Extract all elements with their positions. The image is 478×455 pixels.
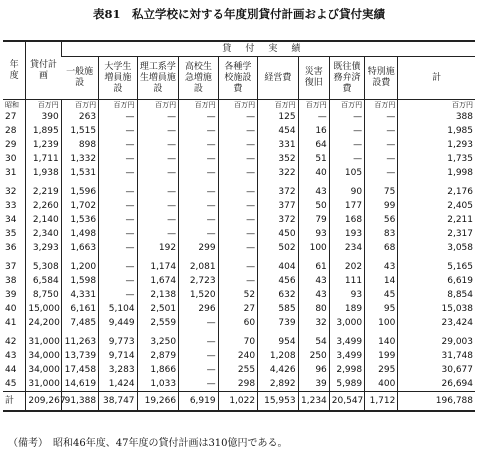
value-cell: 372 — [258, 185, 299, 199]
value-cell: 1,332 — [61, 152, 98, 166]
table-row — [3, 316, 475, 330]
value-cell: 17,458 — [61, 363, 98, 377]
value-cell: 1,735 — [398, 152, 475, 166]
value-cell: 26,694 — [398, 377, 475, 392]
value-cell: 2,559 — [137, 316, 179, 330]
unit-label: 百万円 — [99, 100, 137, 111]
value-cell: — — [99, 110, 137, 124]
loan-table — [3, 40, 475, 412]
value-cell: 3,000 — [329, 316, 364, 330]
value-cell: 95 — [365, 302, 398, 316]
value-cell: 2,998 — [329, 363, 364, 377]
table-row — [3, 241, 475, 255]
value-cell: 51 — [298, 152, 329, 166]
value-cell: — — [218, 166, 257, 180]
value-cell: 322 — [258, 166, 299, 180]
value-cell: 192 — [137, 241, 179, 255]
column-header: 既往債務弁済費 — [329, 57, 364, 100]
value-cell: 189 — [329, 302, 364, 316]
value-cell: 11,263 — [61, 335, 98, 349]
plan-cell: 6,584 — [26, 274, 61, 288]
year-cell: 43 — [5, 351, 17, 361]
plan-cell: 2,340 — [26, 227, 61, 241]
value-cell: 454 — [258, 124, 299, 138]
value-cell: — — [99, 199, 137, 213]
value-cell: 64 — [298, 138, 329, 152]
value-cell: — — [329, 138, 364, 152]
year-cell: 31 — [5, 168, 17, 178]
value-cell: — — [298, 110, 329, 124]
value-cell: — — [329, 124, 364, 138]
value-cell: 1,022 — [218, 392, 257, 412]
unit-label: 百万円 — [298, 100, 329, 111]
value-cell: — — [137, 124, 179, 138]
value-cell: 168 — [329, 213, 364, 227]
value-cell: 456 — [258, 274, 299, 288]
year-cell: 27 — [5, 112, 17, 122]
value-cell: 1,712 — [365, 392, 398, 412]
value-cell: 61 — [298, 260, 329, 274]
table-row — [3, 227, 475, 241]
value-cell: 1,702 — [61, 199, 98, 213]
table-row — [3, 363, 475, 377]
table-row — [3, 260, 475, 274]
value-cell: — — [179, 124, 218, 138]
value-cell: 90 — [329, 185, 364, 199]
value-cell: 263 — [61, 110, 98, 124]
value-cell: — — [137, 227, 179, 241]
value-cell: 898 — [61, 138, 98, 152]
value-cell: 404 — [258, 260, 299, 274]
actual-group-header: 貸付実績 — [61, 41, 475, 57]
value-cell: 1,498 — [61, 227, 98, 241]
value-cell: 199 — [365, 349, 398, 363]
value-cell: — — [137, 185, 179, 199]
table-row — [3, 166, 475, 180]
value-cell: — — [179, 152, 218, 166]
value-cell: 39 — [298, 377, 329, 392]
value-cell: — — [365, 124, 398, 138]
value-cell: — — [218, 152, 257, 166]
unit-label: 百万円 — [218, 100, 257, 111]
value-cell: — — [179, 166, 218, 180]
value-cell: — — [218, 138, 257, 152]
plan-cell: 5,308 — [26, 260, 61, 274]
value-cell: — — [99, 185, 137, 199]
value-cell: 1,674 — [137, 274, 179, 288]
value-cell: 5,165 — [398, 260, 475, 274]
unit-label: 百万円 — [26, 100, 61, 111]
value-cell: — — [137, 213, 179, 227]
value-cell: 450 — [258, 227, 299, 241]
table-row — [3, 302, 475, 316]
unit-label: 百万円 — [329, 100, 364, 111]
year-cell: 41 — [5, 318, 17, 328]
table-body — [3, 100, 475, 412]
value-cell: — — [218, 227, 257, 241]
page-title: 表81 私立学校に対する年度別貸付計画および貸付実績 — [92, 7, 385, 21]
value-cell: — — [99, 138, 137, 152]
value-cell: 43 — [298, 288, 329, 302]
value-cell: 331 — [258, 138, 299, 152]
value-cell: 9,714 — [99, 349, 137, 363]
total-row — [3, 392, 475, 412]
value-cell: 3,250 — [137, 335, 179, 349]
year-cell: 44 — [5, 365, 17, 375]
table-header — [3, 41, 475, 100]
value-cell: — — [137, 152, 179, 166]
value-cell: 9,449 — [99, 316, 137, 330]
value-cell: 52 — [218, 288, 257, 302]
year-cell: 28 — [5, 126, 17, 136]
value-cell: 16 — [298, 124, 329, 138]
value-cell: 100 — [365, 316, 398, 330]
unit-label: 百万円 — [137, 100, 179, 111]
year-cell: 36 — [5, 243, 17, 253]
value-cell: — — [365, 138, 398, 152]
plan-cell: 31,000 — [26, 335, 61, 349]
year-cell: 30 — [5, 154, 17, 164]
value-cell: 2,879 — [137, 349, 179, 363]
column-header: 経営費 — [258, 57, 299, 100]
value-cell: 111 — [329, 274, 364, 288]
column-header: 高校生急増施設 — [179, 57, 218, 100]
value-cell: 93 — [298, 227, 329, 241]
value-cell: 250 — [298, 349, 329, 363]
value-cell: 125 — [258, 110, 299, 124]
value-cell: — — [179, 227, 218, 241]
value-cell: — — [179, 110, 218, 124]
year-cell: 45 — [5, 379, 17, 389]
value-cell: — — [99, 166, 137, 180]
value-cell: — — [218, 124, 257, 138]
value-cell: 388 — [398, 110, 475, 124]
value-cell: 295 — [365, 363, 398, 377]
table-row — [3, 152, 475, 166]
value-cell: 1,536 — [61, 213, 98, 227]
value-cell: 93 — [329, 288, 364, 302]
value-cell: 6,619 — [398, 274, 475, 288]
value-cell: 2,892 — [258, 377, 299, 392]
value-cell: 70 — [218, 335, 257, 349]
value-cell: 240 — [218, 349, 257, 363]
column-header: 各種学校施設費 — [218, 57, 257, 100]
value-cell: 31,748 — [398, 349, 475, 363]
value-cell: 296 — [179, 302, 218, 316]
value-cell: 56 — [365, 213, 398, 227]
year-cell: 40 — [5, 304, 17, 314]
table-row — [3, 110, 475, 124]
value-cell: — — [218, 213, 257, 227]
value-cell: 299 — [179, 241, 218, 255]
value-cell: 45 — [365, 288, 398, 302]
value-cell: — — [99, 152, 137, 166]
table-row — [3, 199, 475, 213]
value-cell: — — [99, 227, 137, 241]
value-cell: 1,234 — [298, 392, 329, 412]
value-cell: 43 — [298, 185, 329, 199]
plan-cell: 34,000 — [26, 363, 61, 377]
value-cell: — — [218, 260, 257, 274]
value-cell: 140 — [365, 335, 398, 349]
value-cell: 234 — [329, 241, 364, 255]
value-cell: 400 — [365, 377, 398, 392]
value-cell: — — [329, 152, 364, 166]
column-header: 理工系学生増員施設 — [137, 57, 179, 100]
value-cell: 80 — [298, 302, 329, 316]
plan-cell: 2,140 — [26, 213, 61, 227]
year-cell: 33 — [5, 201, 17, 211]
unit-label: 百万円 — [179, 100, 218, 111]
value-cell: 4,426 — [258, 363, 299, 377]
table-row — [3, 213, 475, 227]
footnote: （備考） 昭和46年度、47年度の貸付計画は310億円である。 — [8, 438, 288, 449]
year-cell: 38 — [5, 276, 17, 286]
value-cell: 68 — [365, 241, 398, 255]
value-cell: — — [218, 110, 257, 124]
value-cell: 372 — [258, 213, 299, 227]
unit-label: 百万円 — [258, 100, 299, 111]
value-cell: 502 — [258, 241, 299, 255]
value-cell: 3,499 — [329, 335, 364, 349]
value-cell: 32 — [298, 316, 329, 330]
plan-cell: 2,260 — [26, 199, 61, 213]
value-cell: 43 — [298, 274, 329, 288]
value-cell: 2,405 — [398, 199, 475, 213]
value-cell: — — [137, 138, 179, 152]
value-cell: 3,283 — [99, 363, 137, 377]
value-cell: 1,998 — [398, 166, 475, 180]
unit-label: 百万円 — [398, 100, 475, 111]
value-cell: 202 — [329, 260, 364, 274]
value-cell: 79 — [298, 213, 329, 227]
value-cell: 1,033 — [137, 377, 179, 392]
value-cell: — — [179, 199, 218, 213]
plan-cell: 1,711 — [26, 152, 61, 166]
unit-row — [3, 100, 475, 111]
value-cell: 954 — [258, 335, 299, 349]
year-cell: 34 — [5, 215, 17, 225]
unit-label: 百万円 — [61, 100, 98, 111]
value-cell: 1,598 — [61, 274, 98, 288]
loan-table-container — [3, 40, 475, 422]
year-cell: 32 — [5, 187, 17, 197]
value-cell: — — [329, 110, 364, 124]
value-cell: 2,211 — [398, 213, 475, 227]
value-cell: 298 — [218, 377, 257, 392]
value-cell: — — [179, 349, 218, 363]
value-cell: 1,293 — [398, 138, 475, 152]
value-cell: 585 — [258, 302, 299, 316]
value-cell: 193 — [329, 227, 364, 241]
value-cell: 1,985 — [398, 124, 475, 138]
value-cell: — — [179, 363, 218, 377]
value-cell: — — [179, 377, 218, 392]
plan-cell: 1,895 — [26, 124, 61, 138]
value-cell: 99 — [365, 199, 398, 213]
unit-label: 百万円 — [365, 100, 398, 111]
plan-header: 貸付計画 — [26, 41, 61, 100]
value-cell: 8,854 — [398, 288, 475, 302]
value-cell: 2,176 — [398, 185, 475, 199]
plan-cell: 3,293 — [26, 241, 61, 255]
value-cell: — — [365, 152, 398, 166]
value-cell: 20,547 — [329, 392, 364, 412]
value-cell: 1,663 — [61, 241, 98, 255]
plan-cell: 2,219 — [26, 185, 61, 199]
plan-cell: 1,239 — [26, 138, 61, 152]
value-cell: 1,515 — [61, 124, 98, 138]
table-row — [3, 349, 475, 363]
year-cell: 42 — [5, 337, 17, 347]
column-header: 大学生増員施設 — [99, 57, 137, 100]
value-cell: — — [179, 213, 218, 227]
plan-cell: 390 — [26, 110, 61, 124]
column-header: 一般施設 — [61, 57, 98, 100]
value-cell: 5,989 — [329, 377, 364, 392]
value-cell: 40 — [298, 166, 329, 180]
value-cell: 60 — [218, 316, 257, 330]
value-cell: 2,501 — [137, 302, 179, 316]
column-header: 災害復旧 — [298, 57, 329, 100]
plan-cell: 15,000 — [26, 302, 61, 316]
value-cell: — — [179, 316, 218, 330]
value-cell: — — [137, 110, 179, 124]
value-cell: 30,677 — [398, 363, 475, 377]
value-cell: — — [218, 274, 257, 288]
value-cell: 7,485 — [61, 316, 98, 330]
value-cell: 38,747 — [99, 392, 137, 412]
value-cell: — — [99, 274, 137, 288]
value-cell: 15,953 — [258, 392, 299, 412]
value-cell: 632 — [258, 288, 299, 302]
value-cell: 2,723 — [179, 274, 218, 288]
value-cell: 14 — [365, 274, 398, 288]
total-label: 計 — [3, 392, 26, 412]
value-cell: 6,161 — [61, 302, 98, 316]
value-cell: 196,788 — [398, 392, 475, 412]
era-label: 昭和 — [5, 101, 19, 109]
value-cell: 1,174 — [137, 260, 179, 274]
value-cell: 177 — [329, 199, 364, 213]
value-cell: 1,424 — [99, 377, 137, 392]
value-cell: 1,531 — [61, 166, 98, 180]
value-cell: — — [218, 185, 257, 199]
value-cell: 739 — [258, 316, 299, 330]
value-cell: — — [365, 166, 398, 180]
value-cell: — — [218, 241, 257, 255]
value-cell: — — [218, 199, 257, 213]
value-cell: 105 — [329, 166, 364, 180]
column-header: 計 — [398, 57, 475, 100]
plan-cell: 209,267 — [26, 392, 61, 412]
value-cell: 50 — [298, 199, 329, 213]
table-row — [3, 138, 475, 152]
value-cell: 100 — [298, 241, 329, 255]
year-cell: 29 — [5, 140, 17, 150]
table-row — [3, 288, 475, 302]
table-row — [3, 335, 475, 349]
value-cell: — — [99, 241, 137, 255]
value-cell: 43 — [365, 260, 398, 274]
value-cell: 96 — [298, 363, 329, 377]
plan-cell: 31,000 — [26, 377, 61, 392]
value-cell: 1,208 — [258, 349, 299, 363]
table-row — [3, 274, 475, 288]
value-cell: 2,081 — [179, 260, 218, 274]
value-cell: 91,388 — [61, 392, 98, 412]
value-cell: 14,619 — [61, 377, 98, 392]
column-header: 特別施設費 — [365, 57, 398, 100]
value-cell: 9,773 — [99, 335, 137, 349]
year-cell: 35 — [5, 229, 17, 239]
plan-cell: 1,938 — [26, 166, 61, 180]
value-cell: — — [137, 166, 179, 180]
value-cell: 83 — [365, 227, 398, 241]
value-cell: — — [365, 110, 398, 124]
value-cell: — — [179, 335, 218, 349]
value-cell: 3,058 — [398, 241, 475, 255]
plan-cell: 8,750 — [26, 288, 61, 302]
value-cell: 352 — [258, 152, 299, 166]
value-cell: 27 — [218, 302, 257, 316]
value-cell: — — [99, 124, 137, 138]
value-cell: — — [137, 199, 179, 213]
year-header: 年 度 — [3, 41, 26, 100]
year-cell: 39 — [5, 290, 17, 300]
value-cell: — — [99, 260, 137, 274]
value-cell: 3,499 — [329, 349, 364, 363]
value-cell: 2,138 — [137, 288, 179, 302]
value-cell: 13,739 — [61, 349, 98, 363]
value-cell: 4,331 — [61, 288, 98, 302]
value-cell: 377 — [258, 199, 299, 213]
value-cell: 1,866 — [137, 363, 179, 377]
value-cell: 1,596 — [61, 185, 98, 199]
value-cell: — — [99, 288, 137, 302]
value-cell: 1,520 — [179, 288, 218, 302]
table-row — [3, 124, 475, 138]
value-cell: 54 — [298, 335, 329, 349]
plan-cell: 34,000 — [26, 349, 61, 363]
table-row — [3, 377, 475, 392]
value-cell: 23,424 — [398, 316, 475, 330]
value-cell: — — [179, 185, 218, 199]
value-cell: 19,266 — [137, 392, 179, 412]
value-cell: 2,317 — [398, 227, 475, 241]
table-row — [3, 185, 475, 199]
value-cell: 6,919 — [179, 392, 218, 412]
value-cell: 29,003 — [398, 335, 475, 349]
plan-cell: 24,200 — [26, 316, 61, 330]
year-cell: 37 — [5, 262, 17, 272]
value-cell: — — [99, 213, 137, 227]
value-cell: 75 — [365, 185, 398, 199]
value-cell: 1,200 — [61, 260, 98, 274]
value-cell: — — [179, 138, 218, 152]
value-cell: 255 — [218, 363, 257, 377]
value-cell: 15,038 — [398, 302, 475, 316]
value-cell: 5,104 — [99, 302, 137, 316]
